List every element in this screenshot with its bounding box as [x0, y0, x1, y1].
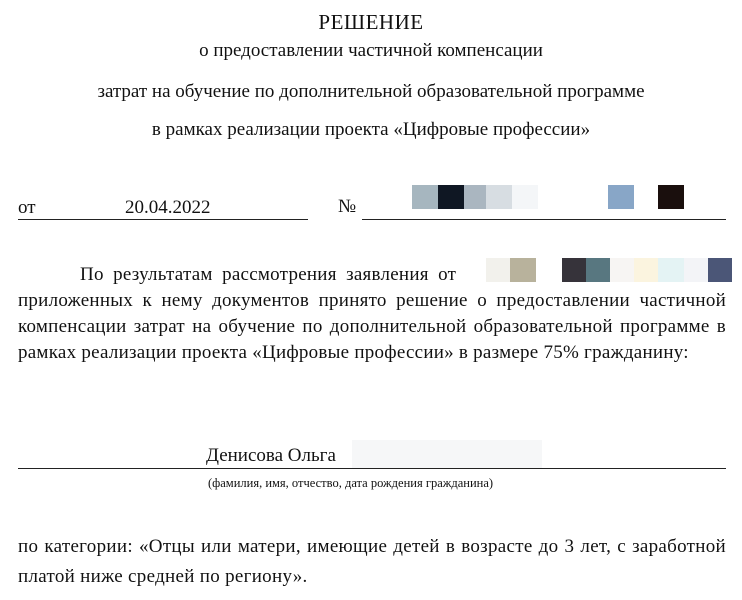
- redaction-block: [586, 258, 610, 282]
- redaction-block: [634, 258, 658, 282]
- document-subtitle-line-1: о предоставлении частичной компенсации: [199, 40, 543, 61]
- date-label: от: [18, 197, 36, 218]
- redaction-block: [412, 185, 438, 209]
- number-label: №: [338, 196, 357, 217]
- redaction-block: [510, 258, 536, 282]
- citizen-underline: [18, 468, 726, 469]
- redaction-block: [608, 185, 634, 209]
- document-subtitle-line-2: затрат на обучение по дополнительной образовательной программе: [97, 81, 645, 102]
- redaction-block: [658, 185, 684, 209]
- paragraph-body: приложенных к нему документов принято решение о предоставлении частичной компенсации затрат на обучение по дополнительной образовательной программе в рамках реализации проекта «Цифровые профессии» в размере 75% гражданину:: [18, 290, 726, 363]
- document-title: РЕШЕНИЕ: [318, 10, 424, 34]
- redaction-block: [464, 185, 486, 209]
- redaction-block: [562, 258, 586, 282]
- redaction-block: [658, 258, 684, 282]
- number-underline: [362, 219, 726, 220]
- date-underline: [18, 219, 308, 220]
- category-paragraph: по категории: «Отцы или матери, имеющие детей в возрасте до 3 лет, с заработной платой ниже средней по региону».: [18, 536, 726, 587]
- citizen-name: Денисова Ольга: [206, 445, 336, 466]
- paragraph-lead: По результатам рассмотрения заявления от: [80, 264, 457, 285]
- redaction-block: [512, 185, 538, 209]
- redaction-block: [684, 258, 708, 282]
- redaction-block: [486, 258, 510, 282]
- document-subtitle-line-3: в рамках реализации проекта «Цифровые профессии»: [151, 119, 591, 140]
- redacted-citizen-details: [352, 440, 542, 468]
- redaction-block: [438, 185, 464, 209]
- date-value: 20.04.2022: [125, 197, 211, 218]
- redaction-block: [708, 258, 732, 282]
- citizen-caption: (фамилия, имя, отчество, дата рождения гражданина): [208, 476, 494, 490]
- redaction-block: [610, 258, 634, 282]
- redaction-block: [486, 185, 512, 209]
